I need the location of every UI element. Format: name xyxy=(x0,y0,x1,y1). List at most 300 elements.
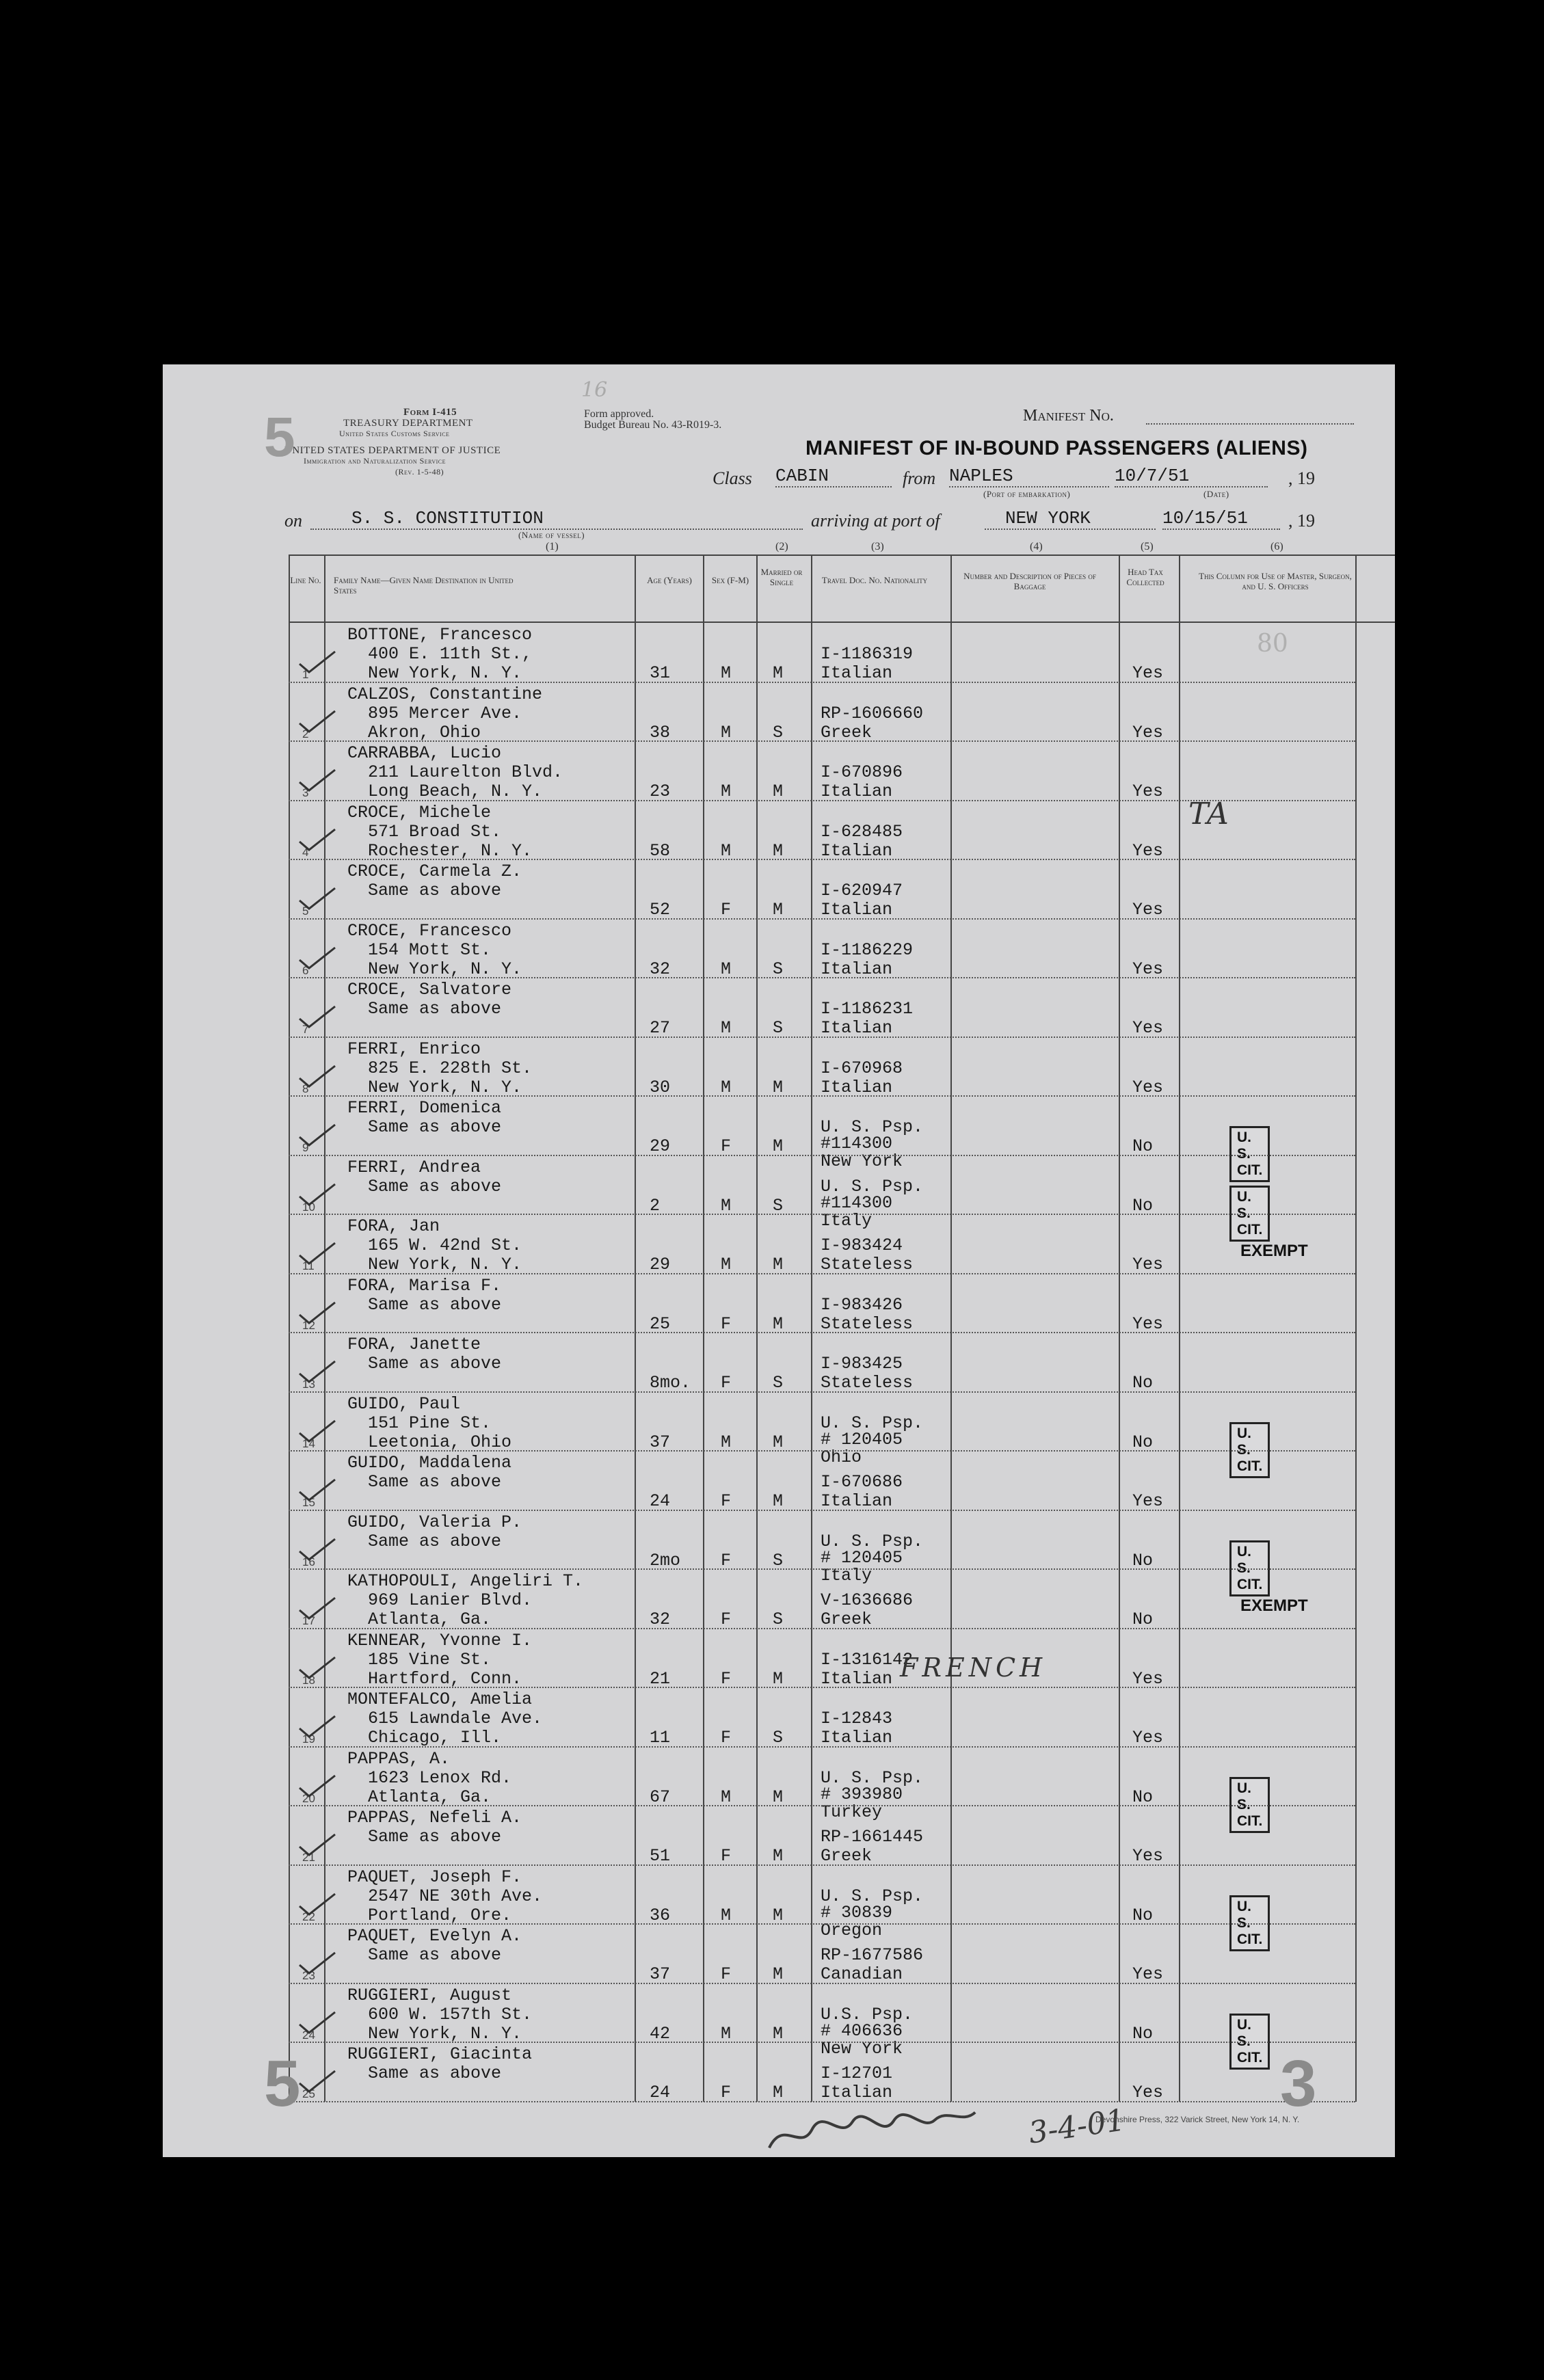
row-separator xyxy=(289,1510,1355,1511)
passenger-age: 29 xyxy=(650,1255,671,1274)
travel-doc-number: I-1186229 xyxy=(821,939,914,960)
head-tax: Yes xyxy=(1132,1313,1164,1334)
head-tax: No xyxy=(1132,1432,1154,1452)
check-mark-icon xyxy=(297,1240,338,1271)
passenger-address-1: 895 Mercer Ave. xyxy=(368,703,522,723)
head-tax: Yes xyxy=(1132,1018,1164,1038)
pencil-note-top: 16 xyxy=(581,378,608,402)
passenger-name: FORA, Marisa F. xyxy=(347,1275,502,1296)
passenger-age: 51 xyxy=(650,1846,671,1866)
passenger-marital: M xyxy=(773,1432,784,1452)
row-separator xyxy=(289,1391,1355,1393)
passenger-address-2: Atlanta, Ga. xyxy=(368,1787,492,1807)
passenger-marital: S xyxy=(773,1728,784,1748)
passenger-address-1: 151 Pine St. xyxy=(368,1413,492,1433)
row-separator xyxy=(289,1450,1355,1452)
passenger-age: 23 xyxy=(650,781,671,801)
check-mark-icon xyxy=(297,1300,338,1331)
passenger-name: CROCE, Salvatore xyxy=(347,980,512,1000)
check-mark-icon xyxy=(297,1950,338,1981)
corner-number-bottom-left: 5 xyxy=(264,2047,301,2120)
row-separator xyxy=(289,1332,1355,1333)
col-line: Line No. xyxy=(290,575,321,585)
row-separator xyxy=(289,1923,1355,1925)
passenger-name: FORA, Janette xyxy=(347,1335,481,1354)
passenger-name: RUGGIERI, Giacinta xyxy=(347,2044,533,2064)
passenger-name: MONTEFALCO, Amelia xyxy=(347,1689,533,1709)
passenger-address-1: 154 Mott St. xyxy=(368,939,492,960)
passenger-age: 52 xyxy=(650,900,671,920)
check-mark-icon xyxy=(297,1477,338,1508)
passenger-address-1: 571 Broad St. xyxy=(368,821,502,842)
line-number: 15 xyxy=(302,1496,315,1509)
departure-date: 10/7/51 xyxy=(1115,466,1268,487)
check-mark-icon xyxy=(297,1063,338,1094)
passenger-sex: F xyxy=(721,2083,732,2102)
passenger-address-2: New York, N. Y. xyxy=(368,959,522,979)
nationality: Italian xyxy=(821,840,893,861)
head-tax: Yes xyxy=(1132,1668,1164,1689)
travel-doc-number: I-12701 xyxy=(821,2063,893,2083)
passenger-age: 27 xyxy=(650,1018,671,1038)
passenger-name: CARRABBA, Lucio xyxy=(347,743,502,763)
travel-doc-number: I-628485 xyxy=(821,821,903,842)
col-num-2: (2) xyxy=(775,541,788,552)
row-separator xyxy=(289,1037,1355,1038)
passenger-marital: M xyxy=(773,1077,784,1097)
table-column-rule xyxy=(703,554,704,2102)
passenger-marital: M xyxy=(773,840,784,861)
line-number: 20 xyxy=(302,1791,315,1805)
head-tax: Yes xyxy=(1132,959,1164,979)
check-mark-icon xyxy=(297,945,338,976)
passenger-marital: M xyxy=(773,900,784,920)
us-citizen-stamp: U. S. CIT. xyxy=(1229,1126,1270,1182)
us-citizen-stamp: U. S. CIT. xyxy=(1229,1186,1270,1242)
passenger-table xyxy=(163,364,1395,2157)
check-mark-icon xyxy=(297,1181,338,1212)
passenger-address-1: Same as above xyxy=(368,1531,502,1551)
passenger-age: 8mo. xyxy=(650,1373,691,1393)
head-tax: Yes xyxy=(1132,900,1164,920)
passenger-name: GUIDO, Maddalena xyxy=(347,1453,512,1473)
check-mark-icon xyxy=(297,649,338,680)
row-separator xyxy=(289,1273,1355,1274)
nationality: Stateless xyxy=(821,1255,914,1274)
check-mark-icon xyxy=(297,1655,338,1685)
check-mark-icon xyxy=(297,1004,338,1034)
nationality: Italian xyxy=(821,1728,893,1748)
nationality: Italian xyxy=(821,781,893,801)
passenger-marital: M xyxy=(773,1313,784,1334)
passenger-sex: F xyxy=(721,1136,732,1156)
passenger-age: 24 xyxy=(650,1491,671,1511)
travel-doc-type: U. S. Psp. xyxy=(821,1176,924,1196)
nationality: Italian xyxy=(821,1491,893,1511)
line-number: 16 xyxy=(302,1555,315,1568)
head-tax: Yes xyxy=(1132,2083,1164,2102)
line-number: 2 xyxy=(302,727,309,740)
line-number: 10 xyxy=(302,1200,315,1214)
col-num-3: (3) xyxy=(871,541,884,552)
head-tax: No xyxy=(1132,1905,1154,1925)
passenger-address-1: 2547 NE 30th Ave. xyxy=(368,1886,543,1906)
passenger-sex: M xyxy=(721,1195,732,1216)
passenger-age: 24 xyxy=(650,2083,671,2102)
nationality: Italy xyxy=(821,1210,873,1231)
row-separator xyxy=(289,918,1355,920)
us-citizen-stamp: U. S. CIT. xyxy=(1229,2014,1270,2070)
passenger-address-1: Same as above xyxy=(368,881,502,900)
customs-service: United States Customs Service xyxy=(339,429,450,438)
us-citizen-stamp: U. S. CIT. xyxy=(1229,1777,1270,1833)
line-number: 12 xyxy=(302,1318,315,1332)
passenger-address-1: 211 Laurelton Blvd. xyxy=(368,762,563,782)
passenger-sex: M xyxy=(721,959,732,979)
passenger-sex: F xyxy=(721,1846,732,1866)
passenger-address-1: Same as above xyxy=(368,2063,502,2083)
passenger-age: 42 xyxy=(650,2023,671,2044)
travel-doc-number: I-670968 xyxy=(821,1058,903,1078)
passenger-marital: M xyxy=(773,1787,784,1807)
line-number: 4 xyxy=(302,845,309,859)
col-num-4: (4) xyxy=(1030,541,1043,552)
line-number: 6 xyxy=(302,963,309,977)
head-tax: Yes xyxy=(1132,1728,1164,1748)
line-number: 21 xyxy=(302,1851,315,1864)
table-column-rule xyxy=(289,554,290,2102)
passenger-address-1: Same as above xyxy=(368,1945,502,1965)
check-mark-icon xyxy=(297,1713,338,1744)
row-separator xyxy=(289,740,1355,742)
row-separator xyxy=(289,1687,1355,1688)
passenger-age: 2mo xyxy=(650,1550,681,1570)
check-mark-icon xyxy=(297,827,338,857)
passenger-address-1: 615 Lawndale Ave. xyxy=(368,1709,543,1728)
travel-doc-type: U. S. Psp. xyxy=(821,1531,924,1551)
pencil-note-80: 80 xyxy=(1257,630,1288,658)
passenger-name: BOTTONE, Francesco xyxy=(347,625,533,645)
travel-doc-number: I-1186319 xyxy=(821,644,914,664)
passenger-sex: F xyxy=(721,1313,732,1334)
passenger-address-1: 969 Lanier Blvd. xyxy=(368,1590,533,1610)
passenger-name: PAPPAS, A. xyxy=(347,1748,451,1769)
exempt-stamp: EXEMPT xyxy=(1240,1242,1308,1260)
passenger-name: KENNEAR, Yvonne I. xyxy=(347,1630,533,1650)
nationality: Italian xyxy=(821,959,893,979)
travel-doc-number: # 393980 xyxy=(821,1784,903,1804)
line-number: 14 xyxy=(302,1436,315,1450)
passenger-address-1: Same as above xyxy=(368,1354,502,1374)
passenger-address-1: 600 W. 157th St. xyxy=(368,2004,533,2024)
passenger-name: RUGGIERI, August xyxy=(347,1985,512,2005)
passenger-age: 37 xyxy=(650,1432,671,1452)
nationality: Italy xyxy=(821,1565,873,1586)
passenger-marital: S xyxy=(773,1018,784,1038)
line-number: 17 xyxy=(302,1614,315,1627)
line-number: 19 xyxy=(302,1733,315,1746)
row-separator xyxy=(289,1628,1355,1629)
passenger-marital: M xyxy=(773,781,784,801)
passenger-sex: F xyxy=(721,900,732,920)
passenger-marital: S xyxy=(773,722,784,743)
check-mark-icon xyxy=(297,1891,338,1922)
arrival-date: 10/15/51 xyxy=(1162,508,1280,530)
col-baggage: Number and Description of Pieces of Baggage xyxy=(963,571,1096,591)
passenger-name: CALZOS, Constantine xyxy=(347,684,543,704)
head-tax: Yes xyxy=(1132,840,1164,861)
passenger-sex: M xyxy=(721,840,732,861)
passenger-sex: M xyxy=(721,1018,732,1038)
passenger-age: 30 xyxy=(650,1077,671,1097)
travel-doc-number: V-1636686 xyxy=(821,1590,914,1610)
passenger-sex: M xyxy=(721,2023,732,2044)
travel-doc-number: I-1186231 xyxy=(821,999,914,1019)
passenger-name: KATHOPOULI, Angeliri T. xyxy=(347,1571,584,1591)
travel-doc-type: U. S. Psp. xyxy=(821,1886,924,1906)
passenger-address-1: 185 Vine St. xyxy=(368,1649,492,1670)
head-tax: No xyxy=(1132,1550,1154,1570)
nationality: Italian xyxy=(821,2083,893,2102)
pencil-note-ta: TA xyxy=(1188,797,1229,831)
form-approved: Form approved. xyxy=(584,408,654,420)
head-tax: No xyxy=(1132,1787,1154,1807)
col-num-6: (6) xyxy=(1270,541,1283,552)
form-number: Form I-415 xyxy=(403,407,457,418)
travel-doc-number: # 120405 xyxy=(821,1547,903,1568)
row-separator xyxy=(289,682,1355,683)
travel-doc-number: I-12843 xyxy=(821,1709,893,1728)
nationality: Greek xyxy=(821,722,873,743)
passenger-age: 67 xyxy=(650,1787,671,1807)
arrival-port: NEW YORK xyxy=(985,508,1156,530)
passenger-address-2: New York, N. Y. xyxy=(368,1255,522,1274)
table-column-rule xyxy=(1179,554,1180,2102)
check-mark-icon xyxy=(297,1122,338,1153)
line-number: 22 xyxy=(302,1910,315,1923)
arriving-label: arriving at port of xyxy=(811,511,940,531)
check-mark-icon xyxy=(297,885,338,916)
passenger-address-2: Leetonia, Ohio xyxy=(368,1432,512,1452)
passenger-marital: M xyxy=(773,1136,784,1156)
line-number: 7 xyxy=(302,1023,309,1036)
check-mark-icon xyxy=(297,1359,338,1389)
passenger-name: CROCE, Francesco xyxy=(347,920,512,941)
travel-doc-number: # 30839 xyxy=(821,1902,893,1923)
travel-doc-number: I-983424 xyxy=(821,1235,903,1255)
travel-doc-type: U.S. Psp. xyxy=(821,2004,914,2024)
line-number: 1 xyxy=(302,668,309,681)
passenger-age: 32 xyxy=(650,959,671,979)
passenger-marital: M xyxy=(773,1255,784,1274)
corner-number-top: 5 xyxy=(264,406,295,468)
passenger-sex: M xyxy=(721,1787,732,1807)
check-mark-icon xyxy=(297,2068,338,2099)
passenger-name: PAQUET, Evelyn A. xyxy=(347,1926,522,1946)
passenger-address-2: Hartford, Conn. xyxy=(368,1668,522,1689)
nationality: Greek xyxy=(821,1846,873,1866)
col-headtax: Head Tax Collected xyxy=(1126,567,1164,587)
travel-doc-type: U. S. Psp. xyxy=(821,1767,924,1788)
table-column-rule xyxy=(950,554,952,2102)
passenger-marital: M xyxy=(773,1846,784,1866)
passenger-address-2: New York, N. Y. xyxy=(368,2023,522,2044)
passenger-marital: S xyxy=(773,1373,784,1393)
line-number: 11 xyxy=(302,1259,315,1272)
travel-doc-number: # 120405 xyxy=(821,1429,903,1449)
nationality: Stateless xyxy=(821,1313,914,1334)
passenger-name: FORA, Jan xyxy=(347,1216,440,1236)
passenger-sex: F xyxy=(721,1373,732,1393)
check-mark-icon xyxy=(297,2009,338,2040)
vessel-caption: (Name of vessel) xyxy=(518,530,585,540)
nationality: Greek xyxy=(821,1609,873,1629)
passenger-marital: M xyxy=(773,1491,784,1511)
nationality: Italian xyxy=(821,1077,893,1097)
passenger-marital: S xyxy=(773,1195,784,1216)
passenger-name: GUIDO, Valeria P. xyxy=(347,1512,522,1532)
vessel-name: S. S. CONSTITUTION xyxy=(310,508,803,530)
travel-doc-number: I-1316142 xyxy=(821,1649,914,1670)
row-separator xyxy=(289,1568,1355,1570)
nationality: New York xyxy=(821,1151,903,1171)
passenger-sex: M xyxy=(721,663,732,683)
revision: (Rev. 1-5-48) xyxy=(395,467,444,477)
col-travel: Travel Doc. No. Nationality xyxy=(821,575,928,585)
check-mark-icon xyxy=(297,1773,338,1804)
passenger-name: FERRI, Andrea xyxy=(347,1157,481,1177)
head-tax: No xyxy=(1132,1195,1154,1216)
passenger-name: CROCE, Michele xyxy=(347,802,492,823)
col-sex: Sex (F-M) xyxy=(711,575,749,585)
passenger-name: FERRI, Domenica xyxy=(347,1098,502,1118)
head-tax: No xyxy=(1132,1136,1154,1156)
nationality: Italian xyxy=(821,1668,893,1689)
passenger-age: 37 xyxy=(650,1964,671,1984)
passenger-age: 11 xyxy=(650,1728,671,1748)
head-tax: Yes xyxy=(1132,1491,1164,1511)
passenger-address-1: Same as above xyxy=(368,1294,502,1315)
manifest-sheet xyxy=(163,364,1395,2157)
line-number: 24 xyxy=(302,2028,315,2042)
line-number: 13 xyxy=(302,1378,315,1391)
passenger-age: 31 xyxy=(650,663,671,683)
nationality: Ohio xyxy=(821,1447,862,1467)
col-num-5: (5) xyxy=(1141,541,1154,552)
on-label: on xyxy=(284,511,302,531)
col-officers: This Column for Use of Master, Surgeon, and U. S. Officers xyxy=(1199,571,1352,591)
row-separator xyxy=(289,1864,1355,1866)
passenger-name: PAQUET, Joseph F. xyxy=(347,1867,522,1887)
col-num-1: (1) xyxy=(546,541,559,552)
passenger-marital: S xyxy=(773,1550,784,1570)
row-separator xyxy=(289,859,1355,860)
passenger-address-1: Same as above xyxy=(368,1176,502,1196)
passenger-sex: M xyxy=(721,722,732,743)
passenger-marital: M xyxy=(773,2023,784,2044)
travel-doc-number: RP-1677586 xyxy=(821,1945,924,1965)
check-mark-icon xyxy=(297,767,338,798)
passenger-address-1: Same as above xyxy=(368,1117,502,1137)
row-separator xyxy=(289,2101,1355,2102)
passenger-sex: M xyxy=(721,1077,732,1097)
row-separator xyxy=(289,1746,1355,1748)
travel-doc-number: # 406636 xyxy=(821,2020,903,2041)
passenger-address-2: New York, N. Y. xyxy=(368,1077,522,1097)
head-tax: Yes xyxy=(1132,1255,1164,1274)
check-mark-icon xyxy=(297,1536,338,1567)
passenger-sex: M xyxy=(721,1905,732,1925)
passenger-sex: F xyxy=(721,1491,732,1511)
head-tax: Yes xyxy=(1132,1964,1164,1984)
head-tax: Yes xyxy=(1132,722,1164,743)
passenger-sex: F xyxy=(721,1609,732,1629)
travel-doc-type: U. S. Psp. xyxy=(821,1117,924,1137)
passenger-sex: M xyxy=(721,781,732,801)
line-number: 3 xyxy=(302,786,309,799)
manifest-no-label: Manifest No. xyxy=(1023,407,1114,425)
budget-bureau: Budget Bureau No. 43-R019-3. xyxy=(584,419,722,431)
check-mark-icon xyxy=(297,1832,338,1862)
line-number: 18 xyxy=(302,1673,315,1687)
nationality: Italian xyxy=(821,900,893,920)
table-column-rule xyxy=(1355,554,1357,2102)
passenger-marital: M xyxy=(773,1964,784,1984)
year-suffix-2: , 19 xyxy=(1288,511,1315,531)
passenger-address-1: 400 E. 11th St., xyxy=(368,644,533,664)
passenger-sex: F xyxy=(721,1964,732,1984)
passenger-name: GUIDO, Paul xyxy=(347,1393,461,1414)
head-tax: Yes xyxy=(1132,781,1164,801)
row-separator xyxy=(289,1214,1355,1215)
date-caption: (Date) xyxy=(1203,489,1229,499)
table-column-rule xyxy=(635,554,636,2102)
corner-number-bottom-right: 3 xyxy=(1280,2047,1317,2120)
row-separator xyxy=(289,1095,1355,1097)
passenger-address-2: Atlanta, Ga. xyxy=(368,1609,492,1629)
head-tax: No xyxy=(1132,2023,1154,2044)
passenger-name: CROCE, Carmela Z. xyxy=(347,861,522,881)
class-value: CABIN xyxy=(775,466,892,487)
passenger-marital: M xyxy=(773,663,784,683)
justice-dept: UNITED STATES DEPARTMENT OF JUSTICE xyxy=(284,445,501,456)
passenger-marital: M xyxy=(773,2083,784,2102)
line-number: 5 xyxy=(302,905,309,918)
col-age: Age (Years) xyxy=(647,575,692,585)
line-number: 25 xyxy=(302,2087,315,2100)
passenger-address-2: Akron, Ohio xyxy=(368,722,481,743)
passenger-marital: S xyxy=(773,1609,784,1629)
treasury-dept: TREASURY DEPARTMENT xyxy=(343,418,473,429)
row-separator xyxy=(289,1155,1355,1156)
line-number: 8 xyxy=(302,1082,309,1095)
row-separator xyxy=(289,2042,1355,2043)
passenger-sex: M xyxy=(721,1432,732,1452)
row-separator xyxy=(289,1983,1355,1984)
us-citizen-stamp: U. S. CIT. xyxy=(1229,1540,1270,1596)
passenger-age: 38 xyxy=(650,722,671,743)
passenger-age: 36 xyxy=(650,1905,671,1925)
head-tax: Yes xyxy=(1132,1846,1164,1866)
manifest-title: MANIFEST OF IN-BOUND PASSENGERS (ALIENS) xyxy=(806,437,1308,459)
travel-doc-number: I-983426 xyxy=(821,1294,903,1315)
nationality: New York xyxy=(821,2038,903,2059)
head-tax: No xyxy=(1132,1609,1154,1629)
travel-doc-number: RP-1661445 xyxy=(821,1827,924,1847)
nationality: Italian xyxy=(821,663,893,683)
travel-doc-number: I-670896 xyxy=(821,762,903,782)
nationality: Stateless xyxy=(821,1373,914,1393)
